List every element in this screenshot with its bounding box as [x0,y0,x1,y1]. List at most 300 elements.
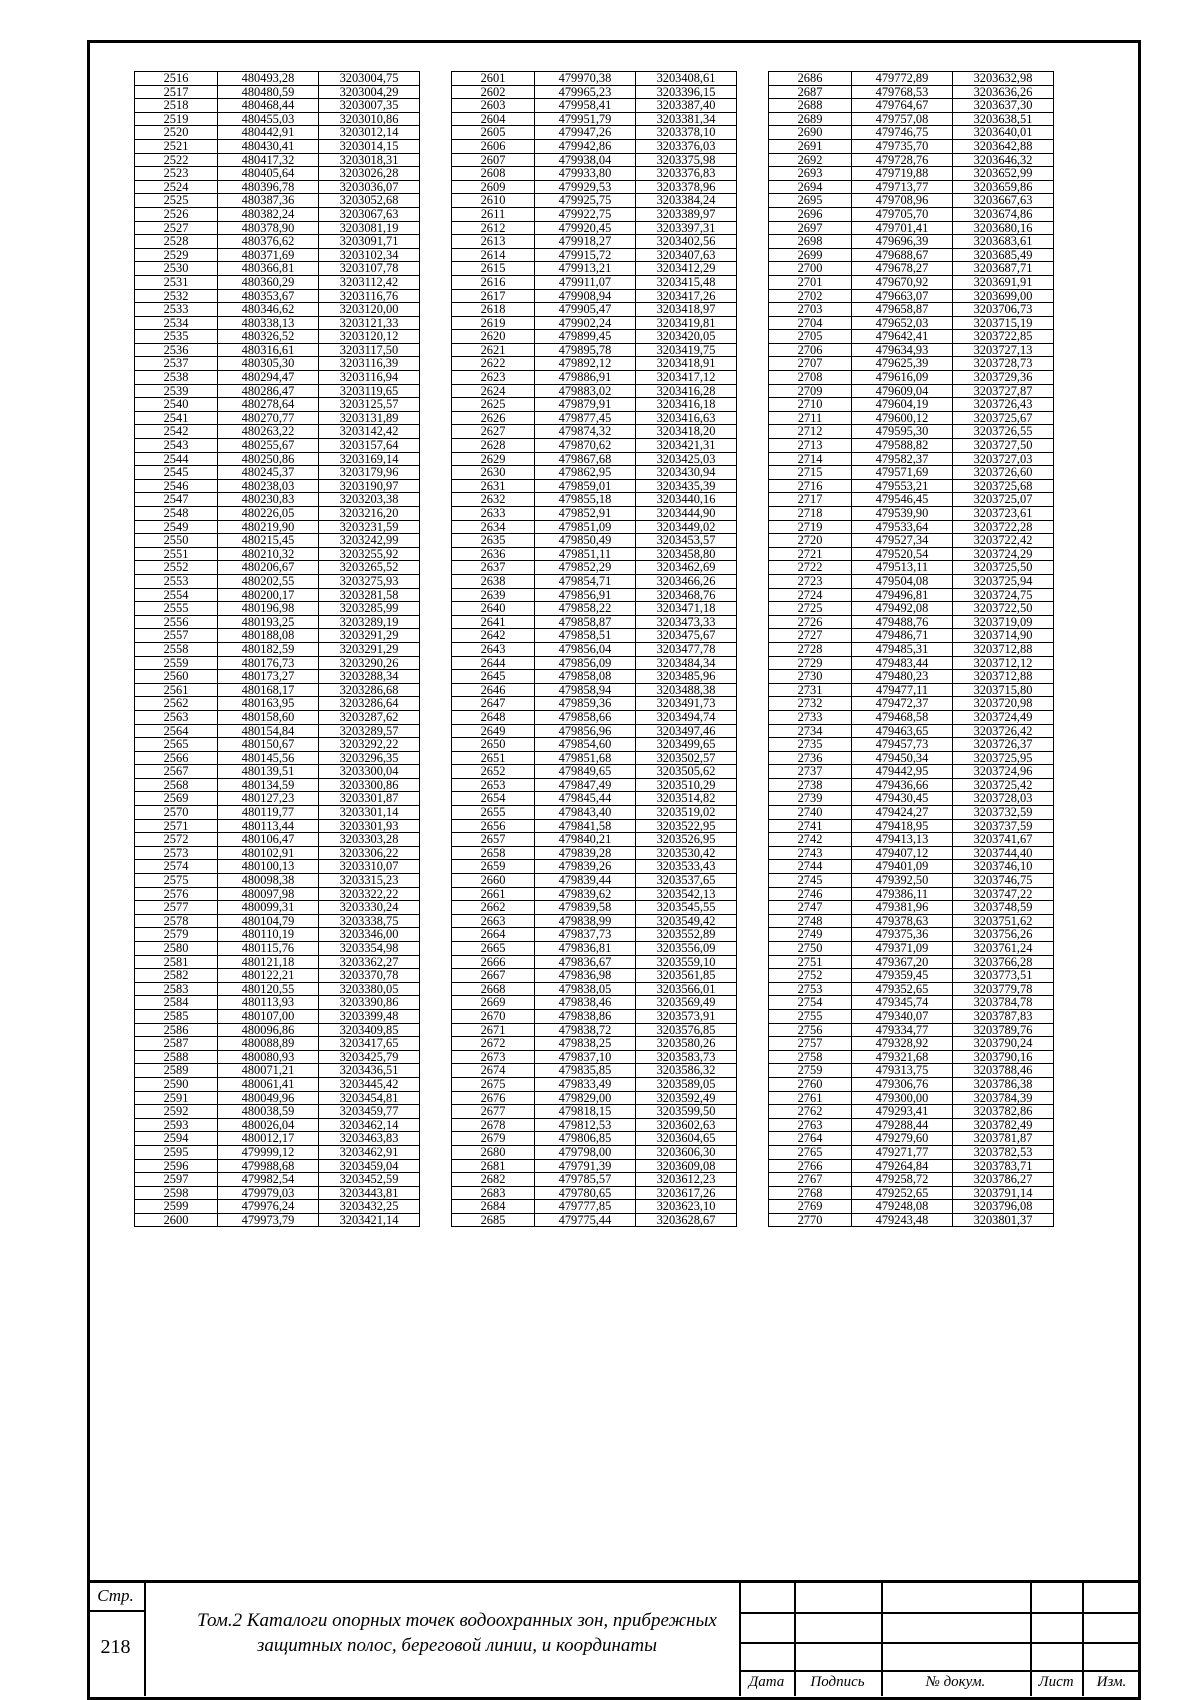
table-row [452,275,737,289]
y-coordinate: 3203370,78 [319,969,420,983]
point-number: 2604 [452,112,535,126]
x-coordinate: 480061,41 [218,1077,319,1091]
point-number: 2590 [135,1077,218,1091]
table-row [452,656,737,670]
y-coordinate: 3203375,98 [636,153,737,167]
table-row [452,139,737,153]
x-coordinate: 479407,12 [852,846,953,860]
y-coordinate: 3203120,00 [319,303,420,317]
point-number: 2566 [135,751,218,765]
y-coordinate: 3203142,42 [319,425,420,439]
table-row [769,982,1054,996]
x-coordinate: 480238,03 [218,479,319,493]
x-coordinate: 480215,45 [218,534,319,548]
x-coordinate: 479858,66 [535,710,636,724]
x-coordinate: 479708,96 [852,194,953,208]
x-coordinate: 479496,81 [852,588,953,602]
y-coordinate: 3203354,98 [319,942,420,956]
y-coordinate: 3203583,73 [636,1050,737,1064]
table-row [135,493,420,507]
table-row [135,1050,420,1064]
y-coordinate: 3203667,63 [953,194,1054,208]
x-coordinate: 480145,56 [218,751,319,765]
point-number: 2535 [135,330,218,344]
point-number: 2616 [452,275,535,289]
x-coordinate: 479806,85 [535,1132,636,1146]
point-number: 2609 [452,180,535,194]
x-coordinate: 480119,77 [218,806,319,820]
y-coordinate: 3203419,75 [636,343,737,357]
point-number: 2721 [769,547,852,561]
y-coordinate: 3203589,05 [636,1077,737,1091]
point-number: 2551 [135,547,218,561]
x-coordinate: 479352,65 [852,982,953,996]
x-coordinate: 479838,99 [535,914,636,928]
point-number: 2517 [135,85,218,99]
x-coordinate: 479430,45 [852,792,953,806]
table-row [135,561,420,575]
y-coordinate: 3203231,59 [319,520,420,534]
table-row [769,126,1054,140]
table-row [452,180,737,194]
point-number: 2582 [135,969,218,983]
point-number: 2596 [135,1159,218,1173]
x-coordinate: 480038,59 [218,1105,319,1119]
x-coordinate: 479854,71 [535,574,636,588]
point-number: 2520 [135,126,218,140]
y-coordinate: 3203559,10 [636,955,737,969]
point-number: 2537 [135,357,218,371]
point-number: 2714 [769,452,852,466]
x-coordinate: 479849,65 [535,765,636,779]
x-coordinate: 479870,62 [535,439,636,453]
table-row [135,72,420,86]
x-coordinate: 479852,91 [535,507,636,521]
point-number: 2605 [452,126,535,140]
point-number: 2678 [452,1118,535,1132]
x-coordinate: 480219,90 [218,520,319,534]
x-coordinate: 480150,67 [218,738,319,752]
point-number: 2638 [452,574,535,588]
table-row [452,996,737,1010]
x-coordinate: 479856,09 [535,656,636,670]
x-coordinate: 479392,50 [852,874,953,888]
page-number: 218 [100,1636,131,1658]
divider [739,1612,1141,1614]
y-coordinate: 3203725,50 [953,561,1054,575]
point-number: 2727 [769,629,852,643]
y-coordinate: 3203397,31 [636,221,737,235]
y-coordinate: 3203425,79 [319,1050,420,1064]
y-coordinate: 3203081,19 [319,221,420,235]
point-number: 2734 [769,724,852,738]
table-row [769,819,1054,833]
x-coordinate: 480188,08 [218,629,319,643]
point-number: 2629 [452,452,535,466]
table-row [769,112,1054,126]
point-number: 2549 [135,520,218,534]
point-number: 2601 [452,72,535,86]
y-coordinate: 3203425,03 [636,452,737,466]
point-number: 2559 [135,656,218,670]
x-coordinate: 479839,58 [535,901,636,915]
x-coordinate: 479877,45 [535,411,636,425]
y-coordinate: 3203287,62 [319,710,420,724]
y-coordinate: 3203445,42 [319,1077,420,1091]
point-number: 2658 [452,846,535,860]
point-number: 2623 [452,371,535,385]
table-row [135,167,420,181]
x-coordinate: 480387,36 [218,194,319,208]
y-coordinate: 3203179,96 [319,466,420,480]
point-number: 2580 [135,942,218,956]
y-coordinate: 3203485,96 [636,670,737,684]
table-row [452,602,737,616]
point-number: 2689 [769,112,852,126]
table-row [452,466,737,480]
x-coordinate: 480158,60 [218,710,319,724]
point-number: 2650 [452,738,535,752]
point-number: 2554 [135,588,218,602]
table-row [452,262,737,276]
table-row [769,99,1054,113]
x-coordinate: 479859,36 [535,697,636,711]
point-number: 2613 [452,235,535,249]
point-number: 2664 [452,928,535,942]
table-row [769,778,1054,792]
point-number: 2555 [135,602,218,616]
y-coordinate: 3203687,71 [953,262,1054,276]
x-coordinate: 479279,60 [852,1132,953,1146]
x-coordinate: 479252,65 [852,1186,953,1200]
y-coordinate: 3203420,05 [636,330,737,344]
y-coordinate: 3203419,81 [636,316,737,330]
y-coordinate: 3203725,42 [953,778,1054,792]
y-coordinate: 3203462,91 [319,1145,420,1159]
point-number: 2690 [769,126,852,140]
point-number: 2684 [452,1200,535,1214]
x-coordinate: 479463,65 [852,724,953,738]
table-row [769,289,1054,303]
y-coordinate: 3203726,37 [953,738,1054,752]
x-coordinate: 480176,73 [218,656,319,670]
point-number: 2717 [769,493,852,507]
y-coordinate: 3203566,01 [636,982,737,996]
x-coordinate: 479472,37 [852,697,953,711]
table-row [135,1091,420,1105]
table-row [452,411,737,425]
x-coordinate: 479367,20 [852,955,953,969]
y-coordinate: 3203421,31 [636,439,737,453]
table-row [452,112,737,126]
y-coordinate: 3203724,49 [953,710,1054,724]
y-coordinate: 3203706,73 [953,303,1054,317]
x-coordinate: 480346,62 [218,303,319,317]
x-coordinate: 479840,21 [535,833,636,847]
y-coordinate: 3203300,04 [319,765,420,779]
x-coordinate: 479764,67 [852,99,953,113]
point-number: 2770 [769,1213,852,1227]
x-coordinate: 479658,87 [852,303,953,317]
y-coordinate: 3203453,57 [636,534,737,548]
table-row [769,275,1054,289]
y-coordinate: 3203530,42 [636,846,737,860]
title-block-top-border [87,1580,1141,1583]
divider [739,1642,1141,1644]
x-coordinate: 479539,90 [852,507,953,521]
point-number: 2687 [769,85,852,99]
y-coordinate: 3203004,29 [319,85,420,99]
table-row [769,207,1054,221]
table-row [135,126,420,140]
table-row [452,901,737,915]
y-coordinate: 3203782,53 [953,1145,1054,1159]
table-row [452,629,737,643]
point-number: 2707 [769,357,852,371]
x-coordinate: 480371,69 [218,248,319,262]
y-coordinate: 3203542,13 [636,887,737,901]
table-row [769,901,1054,915]
table-row [135,738,420,752]
point-number: 2705 [769,330,852,344]
table-row [135,534,420,548]
table-row [452,574,737,588]
y-coordinate: 3203216,20 [319,507,420,521]
point-number: 2731 [769,683,852,697]
x-coordinate: 480382,24 [218,207,319,221]
y-coordinate: 3203715,80 [953,683,1054,697]
point-number: 2765 [769,1145,852,1159]
y-coordinate: 3203010,86 [319,112,420,126]
table-row [135,846,420,860]
x-coordinate: 479701,41 [852,221,953,235]
y-coordinate: 3203494,74 [636,710,737,724]
point-number: 2758 [769,1050,852,1064]
point-number: 2593 [135,1118,218,1132]
table-row [135,452,420,466]
y-coordinate: 3203418,20 [636,425,737,439]
y-coordinate: 3203459,04 [319,1159,420,1173]
table-row [769,534,1054,548]
table-row [135,860,420,874]
point-number: 2715 [769,466,852,480]
table-row [769,629,1054,643]
x-coordinate: 479258,72 [852,1173,953,1187]
table-row [769,1213,1054,1227]
table-row [135,1173,420,1187]
x-coordinate: 480012,17 [218,1132,319,1146]
point-number: 2579 [135,928,218,942]
y-coordinate: 3203407,63 [636,248,737,262]
y-coordinate: 3203725,07 [953,493,1054,507]
table-row [452,765,737,779]
y-coordinate: 3203281,58 [319,588,420,602]
x-coordinate: 479841,58 [535,819,636,833]
table-row [135,547,420,561]
x-coordinate: 479838,05 [535,982,636,996]
table-row [135,765,420,779]
x-coordinate: 479477,11 [852,683,953,697]
x-coordinate: 480255,67 [218,439,319,453]
table-row [769,602,1054,616]
point-number: 2671 [452,1023,535,1037]
x-coordinate: 479553,21 [852,479,953,493]
point-number: 2581 [135,955,218,969]
table-row [452,778,737,792]
x-coordinate: 479905,47 [535,303,636,317]
table-row [769,574,1054,588]
table-row [135,398,420,412]
point-number: 2619 [452,316,535,330]
x-coordinate: 479836,81 [535,942,636,956]
table-row [135,411,420,425]
table-row [452,248,737,262]
table-row [135,85,420,99]
table-row [769,398,1054,412]
point-number: 2670 [452,1009,535,1023]
point-number: 2534 [135,316,218,330]
x-coordinate: 480154,84 [218,724,319,738]
x-coordinate: 479424,27 [852,806,953,820]
table-row [769,1186,1054,1200]
table-row [135,914,420,928]
point-number: 2668 [452,982,535,996]
y-coordinate: 3203556,09 [636,942,737,956]
y-coordinate: 3203468,76 [636,588,737,602]
table-row [135,248,420,262]
y-coordinate: 3203784,78 [953,996,1054,1010]
point-number: 2641 [452,615,535,629]
table-row [452,425,737,439]
table-row [452,520,737,534]
point-number: 2571 [135,819,218,833]
table-row [452,126,737,140]
point-number: 2617 [452,289,535,303]
table-row [769,411,1054,425]
point-number: 2724 [769,588,852,602]
point-number: 2683 [452,1186,535,1200]
y-coordinate: 3203724,96 [953,765,1054,779]
y-coordinate: 3203646,32 [953,153,1054,167]
y-coordinate: 3203782,49 [953,1118,1054,1132]
x-coordinate: 479915,72 [535,248,636,262]
y-coordinate: 3203642,88 [953,139,1054,153]
x-coordinate: 479442,95 [852,765,953,779]
y-coordinate: 3203782,86 [953,1105,1054,1119]
x-coordinate: 480278,64 [218,398,319,412]
y-coordinate: 3203067,63 [319,207,420,221]
x-coordinate: 480104,79 [218,914,319,928]
point-number: 2624 [452,384,535,398]
x-coordinate: 479918,27 [535,235,636,249]
y-coordinate: 3203712,12 [953,656,1054,670]
y-coordinate: 3203004,75 [319,72,420,86]
x-coordinate: 479334,77 [852,1023,953,1037]
x-coordinate: 479378,63 [852,914,953,928]
table-row [135,1132,420,1146]
y-coordinate: 3203786,38 [953,1077,1054,1091]
title-block [87,1580,1141,1700]
x-coordinate: 480200,17 [218,588,319,602]
table-row [135,833,420,847]
y-coordinate: 3203310,07 [319,860,420,874]
point-number: 2680 [452,1145,535,1159]
table-row [452,235,737,249]
y-coordinate: 3203052,68 [319,194,420,208]
x-coordinate: 480113,44 [218,819,319,833]
table-row [769,167,1054,181]
point-number: 2713 [769,439,852,453]
point-number: 2733 [769,710,852,724]
point-number: 2676 [452,1091,535,1105]
y-coordinate: 3203604,65 [636,1132,737,1146]
point-number: 2587 [135,1037,218,1051]
point-number: 2662 [452,901,535,915]
x-coordinate: 479527,34 [852,534,953,548]
point-number: 2639 [452,588,535,602]
y-coordinate: 3203796,08 [953,1200,1054,1214]
y-coordinate: 3203580,26 [636,1037,737,1051]
x-coordinate: 479920,45 [535,221,636,235]
table-row [769,710,1054,724]
x-coordinate: 479533,64 [852,520,953,534]
x-coordinate: 480182,59 [218,642,319,656]
table-row [769,1118,1054,1132]
y-coordinate: 3203602,63 [636,1118,737,1132]
y-coordinate: 3203458,80 [636,547,737,561]
x-coordinate: 479457,73 [852,738,953,752]
y-coordinate: 3203417,26 [636,289,737,303]
y-coordinate: 3203637,30 [953,99,1054,113]
x-coordinate: 479401,09 [852,860,953,874]
x-coordinate: 479663,07 [852,289,953,303]
y-coordinate: 3203432,25 [319,1200,420,1214]
y-coordinate: 3203522,95 [636,819,737,833]
y-coordinate: 3203459,77 [319,1105,420,1119]
x-coordinate: 479450,34 [852,751,953,765]
table-row [452,330,737,344]
y-coordinate: 3203576,85 [636,1023,737,1037]
table-row [135,629,420,643]
y-coordinate: 3203285,99 [319,602,420,616]
y-coordinate: 3203288,34 [319,670,420,684]
table-row [452,1050,737,1064]
table-row [452,1009,737,1023]
point-number: 2628 [452,439,535,453]
x-coordinate: 479913,21 [535,262,636,276]
point-number: 2538 [135,371,218,385]
point-number: 2763 [769,1118,852,1132]
point-number: 2649 [452,724,535,738]
point-number: 2681 [452,1159,535,1173]
x-coordinate: 479851,68 [535,751,636,765]
y-coordinate: 3203787,83 [953,1009,1054,1023]
point-number: 2518 [135,99,218,113]
table-row [135,330,420,344]
table-row [769,85,1054,99]
table-row [135,792,420,806]
x-coordinate: 479835,85 [535,1064,636,1078]
point-number: 2768 [769,1186,852,1200]
point-number: 2753 [769,982,852,996]
table-row [135,479,420,493]
point-number: 2669 [452,996,535,1010]
point-number: 2625 [452,398,535,412]
x-coordinate: 480080,93 [218,1050,319,1064]
table-row [452,1186,737,1200]
x-coordinate: 480106,47 [218,833,319,847]
table-row [769,806,1054,820]
